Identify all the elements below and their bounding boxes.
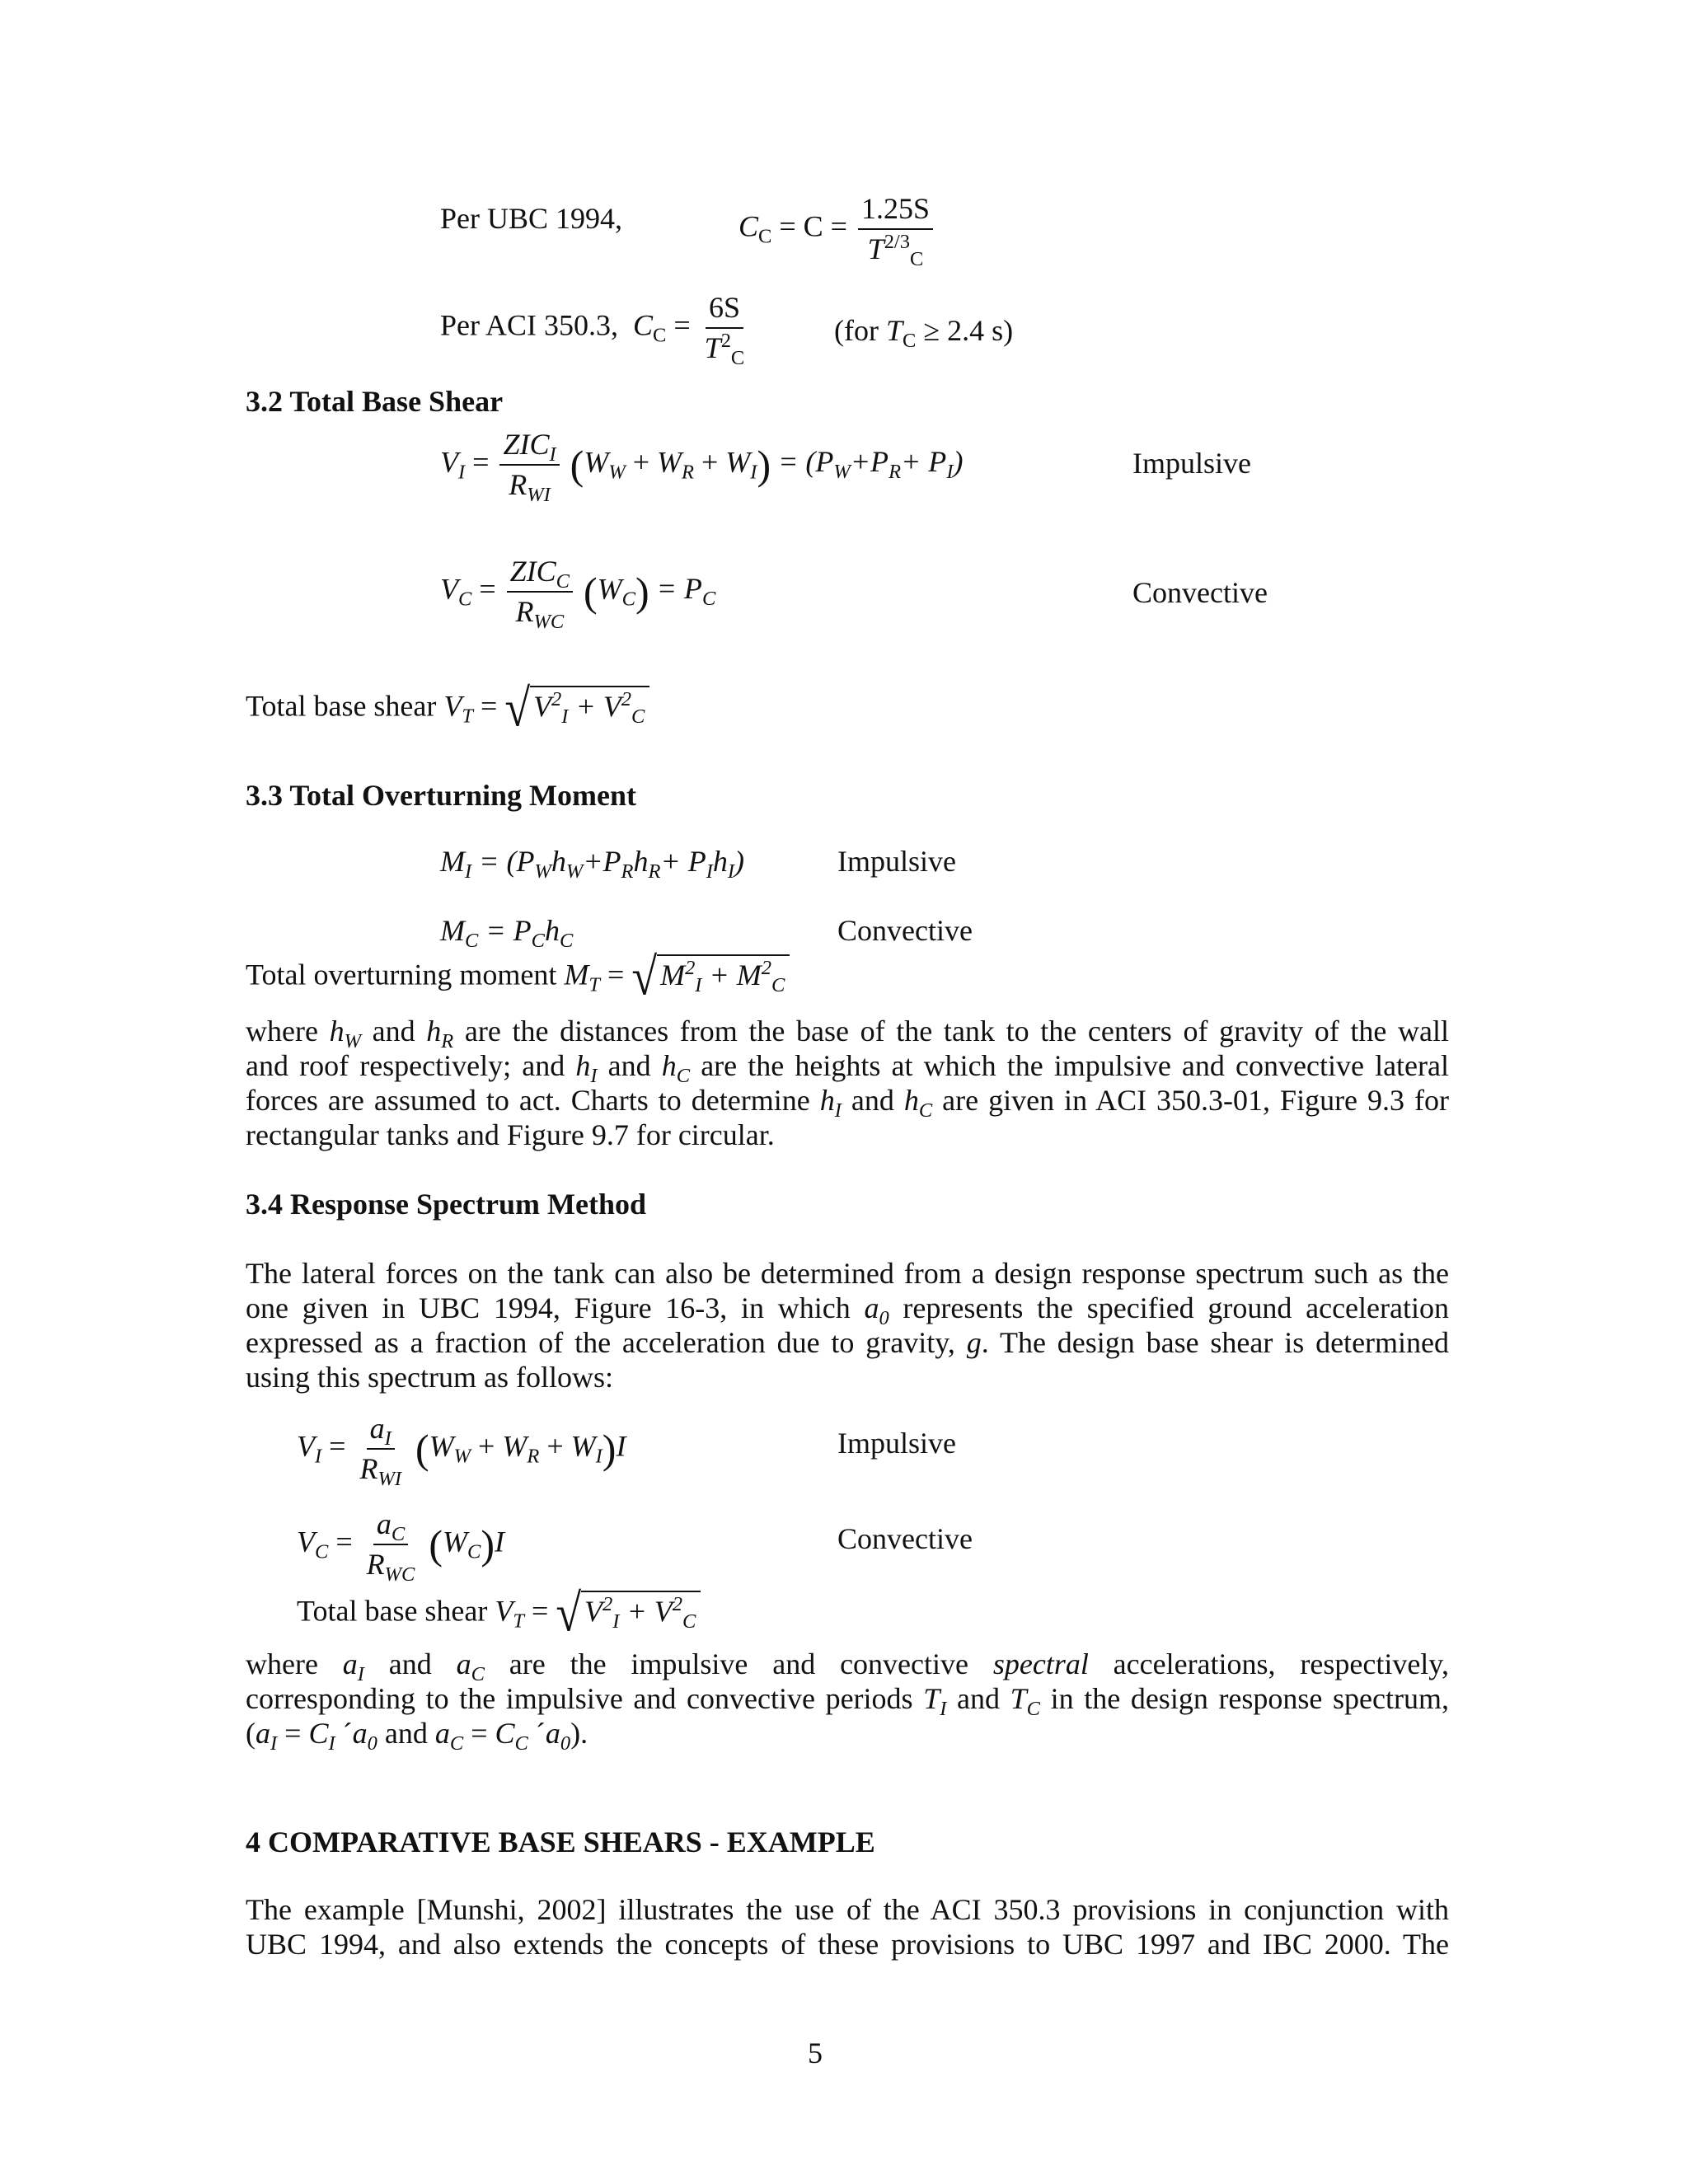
- page-number: 5: [808, 2036, 823, 2069]
- eq-ubc-num: 1.25S: [858, 191, 933, 230]
- eq-aci-num: 6S: [706, 290, 743, 329]
- eq-response-vc: $V_C$ = $\frac{a_C}{R_{WC}}$ $(W_C)I$: [297, 1507, 504, 1586]
- eq-ubc-den: $T^{2/3}_C$: [867, 231, 924, 271]
- eq-ubc-lhs-sub: C: [758, 225, 772, 248]
- eq-vi: $V_I$ = $\frac{ZIC_I}{R_{WI}}$ $(W_W + W_R + W_I) = (P_W+P_R+ P_I)$: [440, 428, 964, 507]
- eq-vi-tag: Impulsive: [1132, 447, 1251, 480]
- eq-vt-sqrt: √ $V^2_I + V^2_C$: [504, 686, 649, 732]
- eq-mc-tag: Convective: [837, 914, 973, 947]
- eq-ubc-formula: [738, 191, 936, 271]
- eq-mt-sqrt: √ $M^2_I + M^2_C$: [631, 954, 790, 1001]
- section-3-4-heading: 3.4 Response Spectrum Method: [246, 1188, 646, 1221]
- eq-response-vt: Total base shear $V_T$ = √ $V^2_I + V^2_C$: [297, 1591, 701, 1637]
- eq-vc-den: $R_{WC}$: [515, 595, 565, 634]
- eq-aci-label: Per ACI 350.3,: [440, 308, 618, 342]
- eq-mi: $M_I = (P_Wh_W+P_Rh_R+ P_Ih_I)$: [440, 845, 745, 883]
- eq-response-vi-tag: Impulsive: [837, 1427, 956, 1460]
- eq-aci-formula: Per ACI 350.3, $C_C$ = $\frac{6S}{T^2_C}$: [440, 290, 751, 366]
- section-4-heading: 4 COMPARATIVE BASE SHEARS - EXAMPLE: [246, 1825, 875, 1858]
- eq-response-vc-tag: Convective: [837, 1522, 973, 1555]
- paragraph-example: The example [Munshi, 2002] illustrates the use of the ACI 350.3 provisions in conjunction with UBC 1994, and also extends the concepts of these provisions to UBC 1997 and IBC 2000. The: [246, 1893, 1449, 1961]
- eq-vi-den: $R_{WI}$: [509, 468, 551, 507]
- paragraph-response-spectrum: The lateral forces on the tank can also be determined from a design response spectrum such as the one given in UBC 1994, Figure 16-3, in which $a_0$ represents the specified ground acceleration expressed as a fraction of the acceleration due to gravity, g. The design base shear is determined using this spectrum as follows:: [246, 1257, 1450, 1394]
- eq-vc-rhs: = $P_C$: [656, 572, 716, 611]
- eq-mi-tag: Impulsive: [837, 845, 956, 878]
- eq-vc-tag: Convective: [1132, 576, 1268, 609]
- eq-mt: Total overturning moment $M_T$ = √ $M^2_I + M^2_C$: [246, 954, 790, 1001]
- eq-vc-fraction: [507, 554, 573, 634]
- eq-aci-condition: (for $T_C \ge 2.4$ s): [834, 314, 1014, 353]
- eq-vc-num: $ZIC_C$: [507, 554, 573, 593]
- eq-ubc-label: Per UBC 1994,: [440, 202, 623, 235]
- eq-vi-num: $ZIC_I$: [499, 427, 559, 466]
- eq-ubc-cc: [440, 201, 622, 237]
- eq-response-vt-sqrt: √ $V^2_I + V^2_C$: [556, 1591, 701, 1637]
- eq-ubc-lhs: C: [738, 209, 759, 243]
- paragraph-where-accelerations: where $a_I$ and $a_C$ are the impulsive and convective spectral accelerations, respectively, corresponding to the impulsive and convective periods $T_I$ and $T_C$ in the design response spectrum, ($a_I = C_I$ $´a_0$ and $a_C = C_C$ $´a_0$).: [246, 1647, 1449, 1755]
- section-3-2-heading: 3.2 Total Base Shear: [246, 385, 504, 418]
- eq-vc: $V_C$ = $\frac{ZIC_C}{R_{WC}}$ $(W_C) = P_C$: [440, 555, 716, 634]
- eq-aci-lhs: C: [633, 308, 654, 342]
- eq-response-vc-fraction: $\frac{a_C}{R_{WC}}$: [366, 1507, 415, 1586]
- eq-vt: Total base shear $V_T$ = √ $V^2_I + V^2_C$: [246, 686, 649, 732]
- section-3-3-heading: 3.3 Total Overturning Moment: [246, 779, 636, 812]
- paragraph-where-heights: where $h_W$ and $h_R$ are the distances from the base of the tank to the centers of gravity of the wall and roof respectively; and $h_I$ and $h_C$ are the heights at which the impulsive and convective lateral forces are assumed to act. Charts to determine $h_I$ and $h_C$ are given in ACI 350.3-01, Figure 9.3 for rectangular tanks and Figure 9.7 for circular.: [246, 1015, 1449, 1151]
- eq-ubc-fraction: [858, 191, 933, 271]
- eq-mc: $M_C = P_Ch_C$: [440, 914, 574, 953]
- eq-response-vi: $V_I$ = $\frac{a_I}{R_{WI}}$ $(W_W + W_R + W_I)I$: [297, 1412, 626, 1491]
- eq-vi-rhs: = $(P_W+P_R+ P_I)$: [778, 445, 964, 484]
- eq-vi-fraction: [499, 427, 559, 507]
- eq-aci-den: $T^2_C$: [704, 330, 745, 370]
- eq-response-vi-fraction: $\frac{a_I}{R_{WI}}$: [359, 1412, 401, 1491]
- eq-aci-fraction: [701, 290, 748, 370]
- eq-ubc-mid: = C =: [779, 209, 847, 243]
